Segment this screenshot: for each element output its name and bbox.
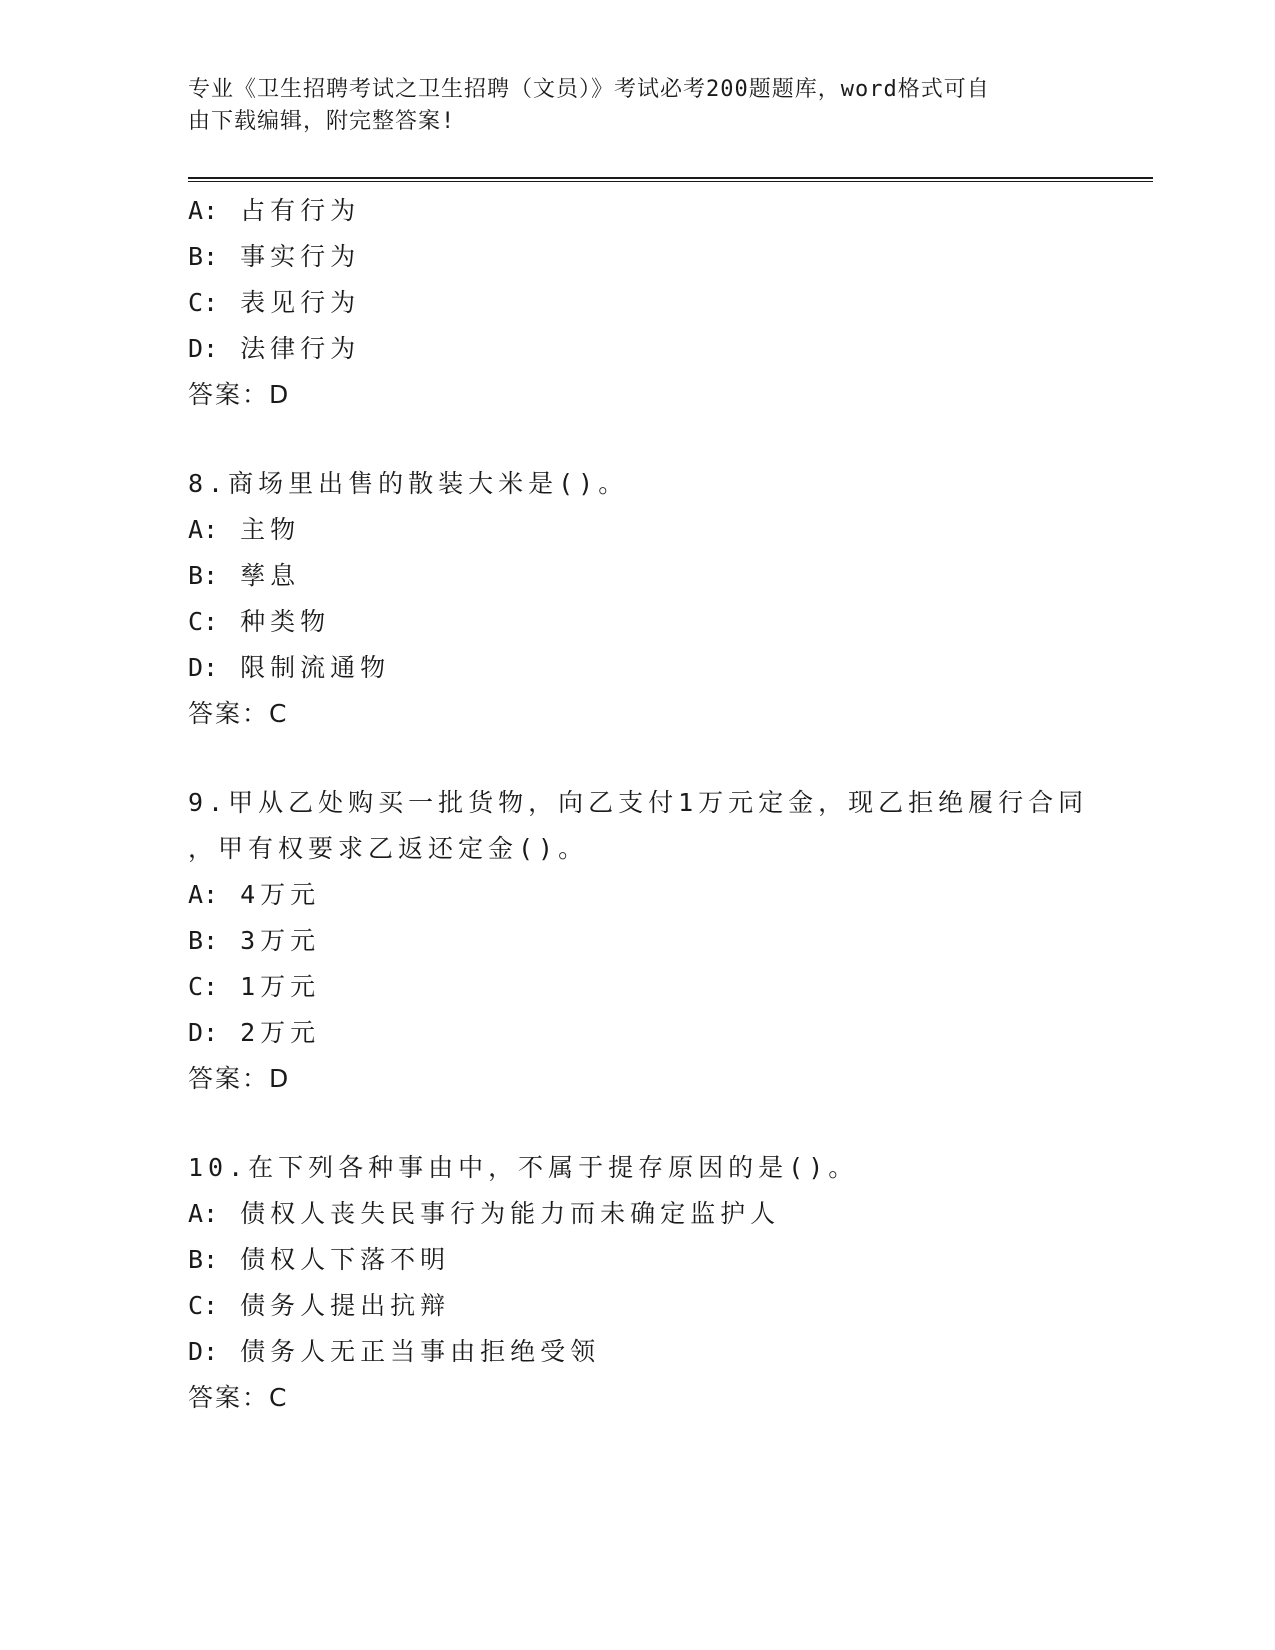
question-10: [188, 1145, 1088, 1421]
option-d: D: 限制流通物: [188, 653, 391, 682]
answer: 答案：C: [188, 699, 289, 728]
option-b: B: 3万元: [188, 926, 321, 955]
option-d: D: 债务人无正当事由拒绝受领: [188, 1337, 601, 1366]
question-text-line-2: ，甲有权要求乙返还定金()。: [188, 834, 589, 863]
header-divider: [188, 177, 1153, 182]
option-b: B: 孳息: [188, 561, 301, 590]
option-a: A: 债权人丧失民事行为能力而未确定监护人: [188, 1199, 781, 1228]
option-a: A: 占有行为: [188, 196, 361, 225]
option-b: B: 债权人下落不明: [188, 1245, 451, 1274]
option-d: D: 2万元: [188, 1018, 321, 1047]
question-list: [188, 188, 1088, 1421]
option-c: C: 种类物: [188, 607, 331, 636]
option-a: A: 4万元: [188, 880, 321, 909]
option-c: C: 债务人提出抗辩: [188, 1291, 451, 1320]
question-7: [188, 188, 1088, 418]
answer: 答案：D: [188, 380, 291, 409]
option-d: D: 法律行为: [188, 334, 361, 363]
question-text: 8.商场里出售的散装大米是()。: [188, 469, 629, 498]
header-line-1: 专业《卫生招聘考试之卫生招聘（文员）》考试必考200题题库，word格式可自: [188, 77, 990, 102]
answer: 答案：C: [188, 1383, 289, 1412]
question-text: 10.在下列各种事由中，不属于提存原因的是()。: [188, 1153, 859, 1182]
option-c: C: 表见行为: [188, 288, 361, 317]
question-8: [188, 461, 1088, 737]
header-line-2: 由下载编辑，附完整答案!: [188, 109, 456, 134]
option-b: B: 事实行为: [188, 242, 361, 271]
option-c: C: 1万元: [188, 972, 321, 1001]
question-9: [188, 780, 1088, 1102]
document-header: [188, 74, 1068, 138]
question-text-line-1: 9.甲从乙处购买一批货物，向乙支付1万元定金，现乙拒绝履行合同: [188, 788, 1089, 817]
option-a: A: 主物: [188, 515, 301, 544]
answer: 答案：D: [188, 1064, 291, 1093]
